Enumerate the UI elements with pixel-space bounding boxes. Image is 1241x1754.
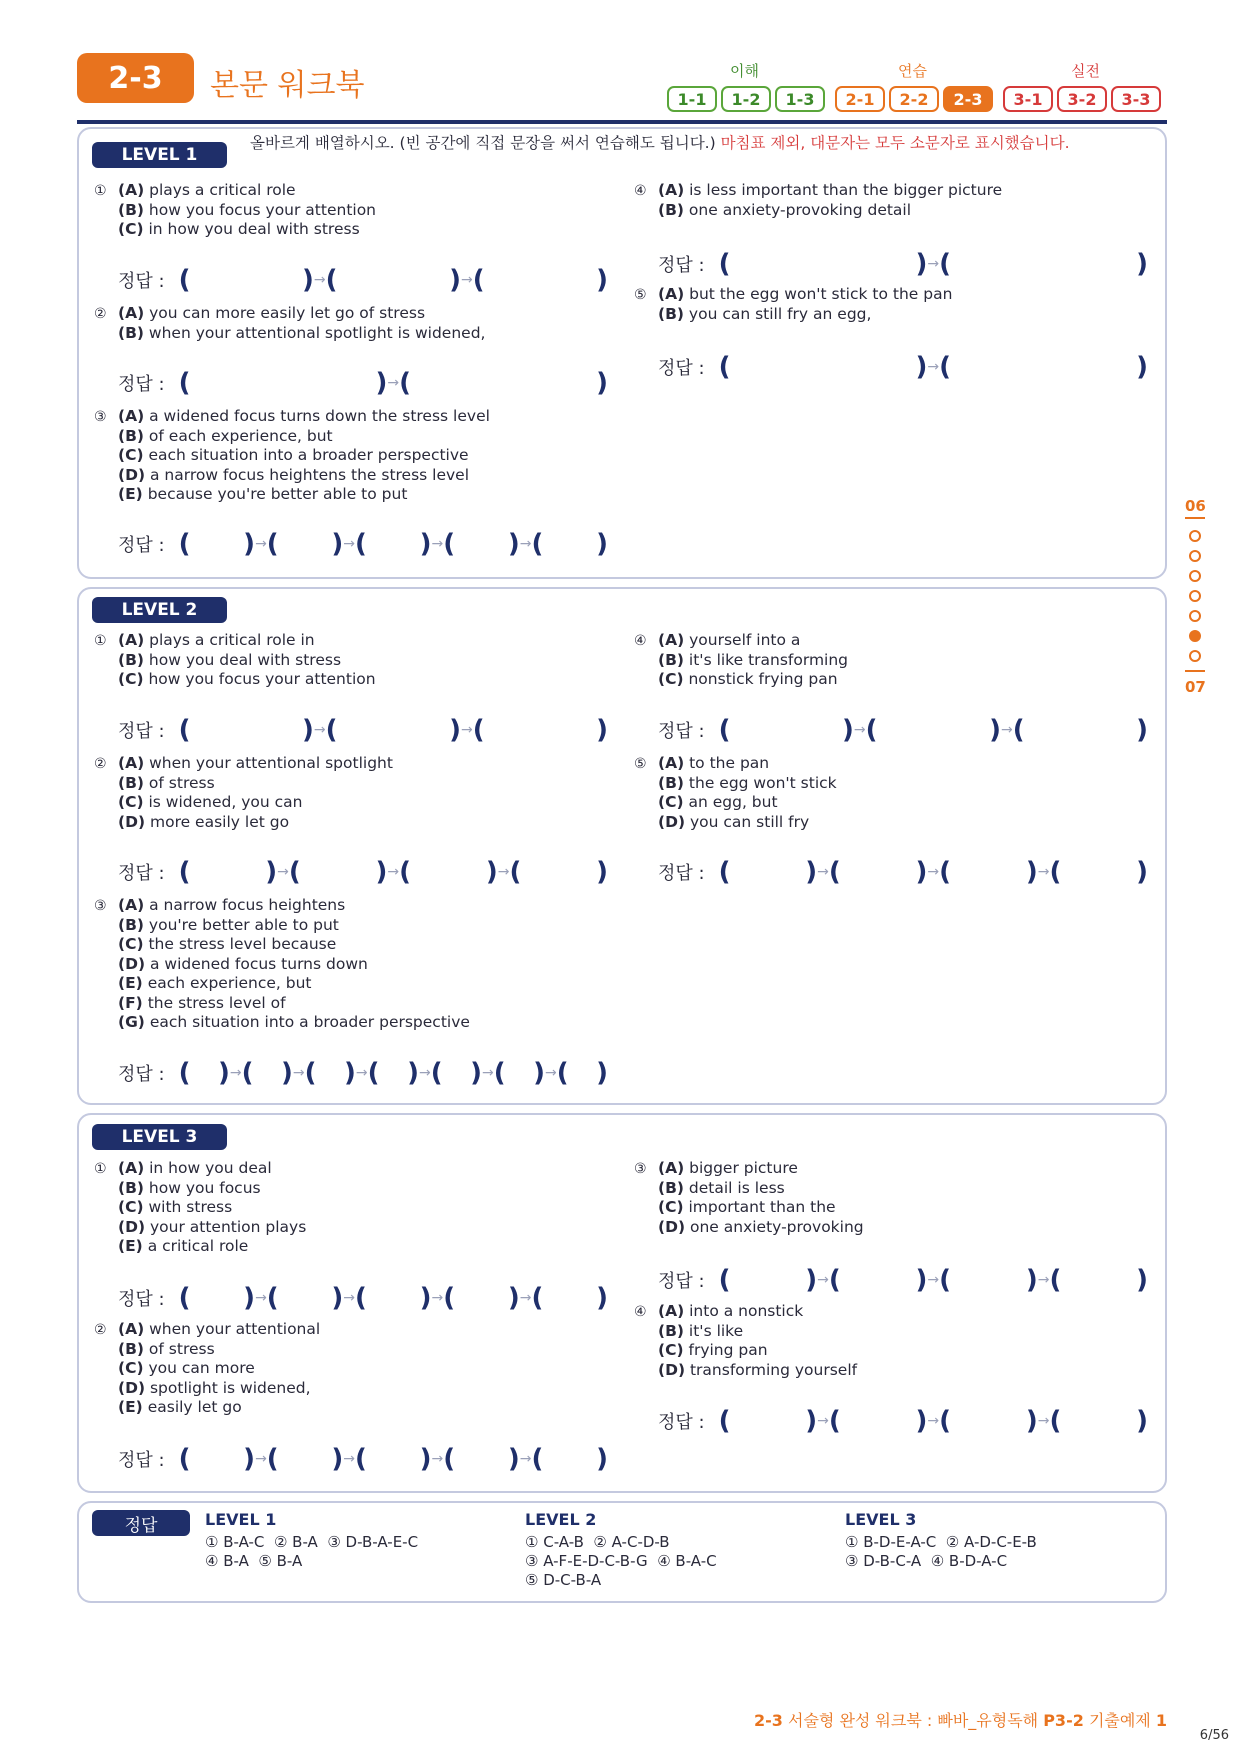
l2-q1: ① (A) plays a critical role in (B) how you deal with stress (C) how you focus your attention bbox=[94, 631, 376, 688]
l2-q2: ② (A) when your attentional spotlight (B) of stress (C) is widened, you can (D) more easily let go bbox=[94, 754, 393, 831]
tab-3-3[interactable]: 3-3 bbox=[1111, 86, 1161, 112]
l2-q4: ④ (A) yourself into a (B) it's like transforming (C) nonstick frying pan bbox=[634, 631, 849, 688]
answer-key-level2: LEVEL 2 ① C-A-B ② A-C-D-B ③ A-F-E-D-C-B-G ④ B-A-C ⑤ D-C-B-A bbox=[525, 1510, 717, 1589]
l2-q1-answer: 정답 : ( ) → ( ) → ( ) bbox=[118, 715, 609, 745]
l1-q1: ① (A) plays a critical role (B) how you focus your attention (C) in how you deal with stress bbox=[94, 181, 377, 238]
side-nav-rule-bottom bbox=[1185, 670, 1205, 672]
side-nav-dot-3[interactable] bbox=[1189, 570, 1201, 582]
l1-q1-answer: 정답 : ( ) → ( ) → ( ) bbox=[118, 265, 609, 295]
l1-q3: ③ (A) a widened focus turns down the stress level (B) of each experience, but (C) each situation into a broader perspective (D) a narrow focus heightens the stress level (E) because you're better able to put bbox=[94, 407, 490, 503]
category-practice: 연습 bbox=[898, 62, 927, 80]
answer-key-level3: LEVEL 3 ① B-D-E-A-C ② A-D-C-E-B ③ D-B-C-A ④ B-D-A-C bbox=[845, 1510, 1037, 1570]
level2-badge: LEVEL 2 bbox=[92, 597, 227, 623]
page-number: 6/56 bbox=[1199, 1728, 1229, 1743]
l1-q3-answer: 정답 : ( ) → ( ) → ( ) → ( ) → ( ) bbox=[118, 529, 608, 559]
category-real: 실전 bbox=[1071, 62, 1100, 80]
level3-badge: LEVEL 3 bbox=[92, 1124, 227, 1150]
tab-1-3[interactable]: 1-3 bbox=[775, 86, 825, 112]
l3-q1-answer: 정답 : ( ) → ( ) → ( ) → ( ) → ( ) bbox=[118, 1283, 608, 1313]
side-nav-top-number: 06 bbox=[1185, 497, 1206, 515]
l2-q3-answer: 정답 : ( ) → ( ) → ( ) → ( ) → ( ) → ( ) → ( ) bbox=[118, 1058, 609, 1088]
side-nav-dot-4[interactable] bbox=[1189, 590, 1201, 602]
header-divider bbox=[77, 120, 1167, 124]
l1-q2-answer: 정답 : ( ) → ( ) bbox=[118, 368, 609, 398]
l3-q1: ① (A) in how you deal (B) how you focus (C) with stress (D) your attention plays (E) a critical role bbox=[94, 1159, 307, 1255]
side-nav-dot-6-active[interactable] bbox=[1189, 630, 1201, 642]
answer-key-level1: LEVEL 1 ① B-A-C ② B-A ③ D-B-A-E-C ④ B-A ⑤ B-A bbox=[205, 1510, 419, 1570]
side-nav-bottom-number: 07 bbox=[1185, 678, 1206, 696]
tab-3-1[interactable]: 3-1 bbox=[1003, 86, 1053, 112]
l2-q4-answer: 정답 : ( ) → ( ) → ( ) bbox=[658, 715, 1149, 745]
side-nav-dot-2[interactable] bbox=[1189, 550, 1201, 562]
l3-q2-answer: 정답 : ( ) → ( ) → ( ) → ( ) → ( ) bbox=[118, 1444, 608, 1474]
section-badge: 2-3 bbox=[77, 53, 194, 103]
page-title: 본문 워크북 bbox=[210, 68, 365, 103]
l2-q3: ③ (A) a narrow focus heightens (B) you're better able to put (C) the stress level because (D) a widened focus turns down (E) each experience, but (F) the stress level of (G) each situation into a broader perspective bbox=[94, 896, 470, 1031]
level1-instruction: 올바르게 배열하시오. (빈 공간에 직접 문장을 써서 연습해도 됩니다.) 마침표 제외, 대문자는 모두 소문자로 표시했습니다. bbox=[250, 134, 1070, 152]
l3-q4-answer: 정답 : ( ) → ( ) → ( ) → ( ) bbox=[658, 1406, 1149, 1436]
l1-q2: ② (A) you can more easily let go of stress (B) when your attentional spotlight is widened, bbox=[94, 304, 486, 342]
l3-q3-answer: 정답 : ( ) → ( ) → ( ) → ( ) bbox=[658, 1265, 1149, 1295]
tab-2-3[interactable]: 2-3 bbox=[943, 86, 993, 112]
side-nav-dot-7[interactable] bbox=[1189, 650, 1201, 662]
l1-q5: ⑤ (A) but the egg won't stick to the pan (B) you can still fry an egg, bbox=[634, 285, 953, 323]
l2-q5: ⑤ (A) to the pan (B) the egg won't stick (C) an egg, but (D) you can still fry bbox=[634, 754, 837, 831]
tab-2-1[interactable]: 2-1 bbox=[835, 86, 885, 112]
tab-1-1[interactable]: 1-1 bbox=[667, 86, 717, 112]
l2-q2-answer: 정답 : ( ) → ( ) → ( ) → ( ) bbox=[118, 857, 609, 887]
side-nav-dot-5[interactable] bbox=[1189, 610, 1201, 622]
footer-text: 2-3 서술형 완성 워크북 : 빠바_유형독해 P3-2 기출예제 1 bbox=[753, 1711, 1167, 1730]
l1-q5-answer: 정답 : ( ) → ( ) bbox=[658, 352, 1149, 382]
category-understand: 이해 bbox=[730, 62, 759, 80]
side-nav-dot-1[interactable] bbox=[1189, 530, 1201, 542]
tab-2-2[interactable]: 2-2 bbox=[889, 86, 939, 112]
l3-q3: ③ (A) bigger picture (B) detail is less (C) important than the (D) one anxiety-provoking bbox=[634, 1159, 864, 1236]
l1-q4: ④ (A) is less important than the bigger picture (B) one anxiety-provoking detail bbox=[634, 181, 1003, 219]
tab-3-2[interactable]: 3-2 bbox=[1057, 86, 1107, 112]
level1-badge: LEVEL 1 bbox=[92, 142, 227, 168]
l3-q4: ④ (A) into a nonstick (B) it's like (C) frying pan (D) transforming yourself bbox=[634, 1302, 858, 1379]
l3-q2: ② (A) when your attentional (B) of stress (C) you can more (D) spotlight is widened, (E) easily let go bbox=[94, 1320, 321, 1416]
l2-q5-answer: 정답 : ( ) → ( ) → ( ) → ( ) bbox=[658, 857, 1149, 887]
l1-q4-answer: 정답 : ( ) → ( ) bbox=[658, 249, 1149, 279]
tab-1-2[interactable]: 1-2 bbox=[721, 86, 771, 112]
side-nav-rule-top bbox=[1185, 517, 1205, 519]
answer-key-badge: 정답 bbox=[92, 1510, 190, 1536]
